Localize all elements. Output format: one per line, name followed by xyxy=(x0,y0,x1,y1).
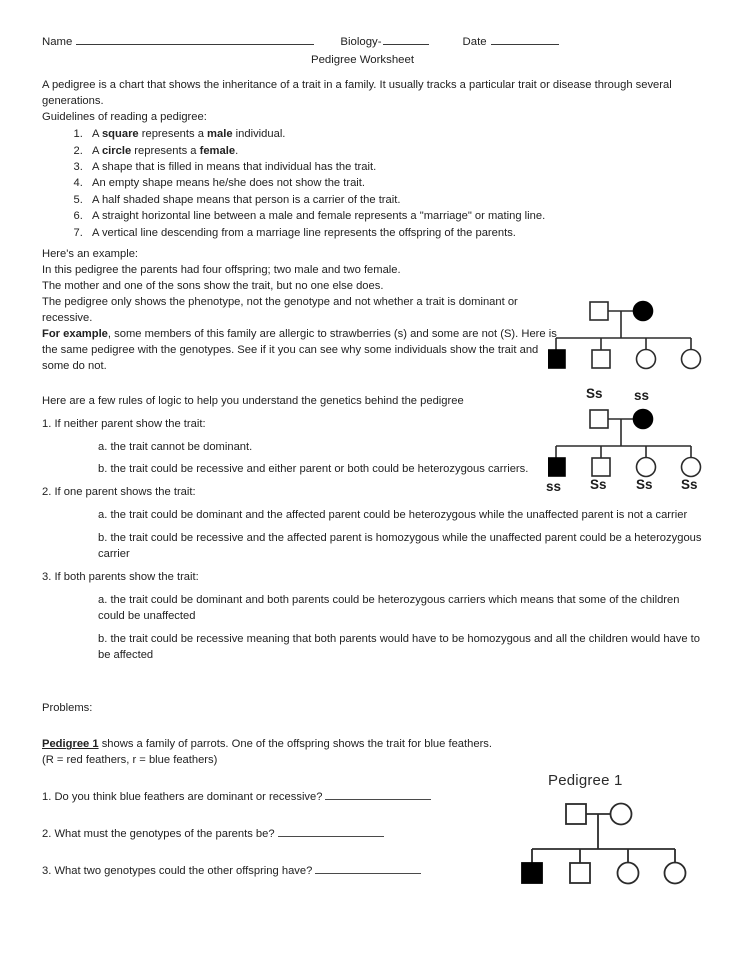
child-1-square-filled xyxy=(548,458,565,476)
father-square-empty xyxy=(566,804,586,824)
pedigree-diagram-example-genotype xyxy=(548,386,744,492)
child-2-square-empty xyxy=(570,863,590,883)
pedigree-problem-1-svg xyxy=(520,797,740,897)
guideline-text-pre: An empty shape means he/she does not show the trait. xyxy=(92,177,366,190)
child-2-square-empty xyxy=(592,458,610,476)
mother-circle-filled xyxy=(634,302,653,321)
example-heading: Here's an example: xyxy=(42,248,139,261)
rule-item: a. the trait cannot be dominant. xyxy=(98,440,253,453)
guideline-item xyxy=(86,209,682,225)
child-1-square-filled xyxy=(548,350,565,368)
child-1-square-filled xyxy=(522,863,542,883)
pedigree-example-phenotype-svg xyxy=(548,296,744,372)
pedigree1-prompt xyxy=(42,737,497,769)
pedigree1-lead: Pedigree 1 xyxy=(42,738,99,751)
guideline-item xyxy=(86,144,682,160)
guideline-text-pre: A vertical line descending from a marriage line represents the offspring of the parents. xyxy=(92,226,516,239)
intro-paragraph: A pedigree is a chart that shows the inheritance of a trait in a family. It usually tracks a particular trait or disease through several generations. xyxy=(42,79,672,108)
guidelines-list xyxy=(42,127,682,241)
child-2-square-empty xyxy=(592,350,610,368)
guideline-text-mid: represents a xyxy=(138,128,208,141)
biology-blank-line[interactable] xyxy=(383,35,429,45)
guideline-text-pre: A xyxy=(92,144,102,157)
rule-item: a. the trait could be dominant and both parents could be heterozygous carriers which means that some of the children could be unaffected xyxy=(98,593,680,622)
child-3-circle-empty xyxy=(637,350,656,369)
guideline-item xyxy=(86,193,682,209)
guidelines-heading: Guidelines of reading a pedigree: xyxy=(42,111,207,124)
pedigree-diagram-example-phenotype xyxy=(548,296,744,372)
child-4-circle-empty xyxy=(665,863,686,884)
child-3-circle-empty xyxy=(618,863,639,884)
example-line-3: The pedigree only shows the phenotype, not the genotype and not whether a trait is dominant or recessive. xyxy=(42,296,518,325)
rule-item: 2. If one parent shows the trait: xyxy=(42,486,196,499)
question-1-text: 1. Do you think blue feathers are dominant or recessive? xyxy=(42,791,323,804)
guideline-bold-2: female xyxy=(199,144,236,157)
mother-circle-empty xyxy=(611,804,632,825)
question-3-answer-blank[interactable] xyxy=(315,864,421,874)
guideline-text-mid: represents a xyxy=(131,144,200,157)
example-bold-lead: For example xyxy=(42,327,108,340)
pedigree1-prompt-text: shows a family of parrots. One of the offspring shows the trait for blue feathers. (R = red feathers, r = blue feathers) xyxy=(42,738,493,767)
father-square-empty xyxy=(590,410,608,428)
guideline-item xyxy=(86,176,682,192)
child-3-circle-empty xyxy=(637,458,656,477)
intro-section xyxy=(42,78,682,126)
child-3-genotype-label: Ss xyxy=(636,477,653,492)
guideline-bold-1: square xyxy=(101,128,139,141)
guideline-bold-1: circle xyxy=(101,144,132,157)
name-blank-line[interactable] xyxy=(76,35,314,45)
rule-item: b. the trait could be recessive and the affected parent is homozygous while the unaffected parent could be a heterozygous carrier xyxy=(98,532,702,561)
rule-item: b. the trait could be recessive and either parent or both could be heterozygous carriers. xyxy=(98,463,529,476)
problems-heading: Problems: xyxy=(42,702,93,715)
rule-item: 1. If neither parent show the trait: xyxy=(42,417,206,430)
biology-label: Biology- xyxy=(340,36,382,48)
date-blank-line[interactable] xyxy=(491,35,559,45)
date-label: Date xyxy=(462,36,487,48)
pedigree-1-title: Pedigree 1 xyxy=(548,772,623,789)
child-1-genotype-label: ss xyxy=(546,479,562,494)
name-label: Name xyxy=(42,36,73,48)
guideline-bold-2: male xyxy=(207,128,233,141)
guideline-item xyxy=(86,226,682,242)
example-section xyxy=(42,247,562,374)
rule-item: 3. If both parents show the trait: xyxy=(42,570,199,583)
child-4-circle-empty xyxy=(682,458,701,477)
child-4-circle-empty xyxy=(682,350,701,369)
mother-circle-filled xyxy=(634,410,653,429)
guideline-text-pre: A xyxy=(92,128,102,141)
guideline-text-pre: A shape that is filled in means that individual has the trait. xyxy=(92,160,377,173)
guideline-item xyxy=(86,160,682,176)
question-3-text: 3. What two genotypes could the other offspring have? xyxy=(42,865,313,878)
father-genotype-label: Ss xyxy=(586,386,603,401)
question-1-answer-blank[interactable] xyxy=(325,790,431,800)
page-title: Pedigree Worksheet xyxy=(311,54,414,67)
question-2-answer-blank[interactable] xyxy=(278,827,384,837)
example-line-4 xyxy=(42,327,562,375)
father-square-empty xyxy=(590,302,608,320)
guideline-text-post: . xyxy=(235,144,239,157)
example-line-4-text: , some members of this family are allergic to strawberries (s) and some are not (S). Here is the same pedigree with the genotypes. See if it you can see why some individuals show the trait and some do not. xyxy=(42,327,557,372)
rules-intro: Here are a few rules of logic to help you understand the genetics behind the pedigree xyxy=(42,394,464,407)
mother-genotype-label: ss xyxy=(634,388,650,403)
worksheet-header xyxy=(42,34,707,50)
guideline-item xyxy=(86,127,682,143)
example-line-1: In this pedigree the parents had four offspring; two male and two female. xyxy=(42,264,401,277)
child-4-genotype-label: Ss xyxy=(681,477,698,492)
rule-item: b. the trait could be recessive meaning that both parents would have to be homozygous and all the children would have to be affected xyxy=(98,632,701,661)
guideline-text-pre: A straight horizontal line between a male and female represents a "marriage" or mating line. xyxy=(92,210,546,223)
example-line-2: The mother and one of the sons show the trait, but no one else does. xyxy=(42,280,384,293)
question-2-text: 2. What must the genotypes of the parents be? xyxy=(42,828,275,841)
rule-item: a. the trait could be dominant and the affected parent could be heterozygous while the unaffected parent is not a carrier xyxy=(98,509,688,522)
child-2-genotype-label: Ss xyxy=(590,477,607,492)
pedigree-diagram-problem-1 xyxy=(520,770,740,897)
guideline-text-post: individual. xyxy=(232,128,286,141)
guideline-text-pre: A half shaded shape means that person is a carrier of the trait. xyxy=(92,193,401,206)
